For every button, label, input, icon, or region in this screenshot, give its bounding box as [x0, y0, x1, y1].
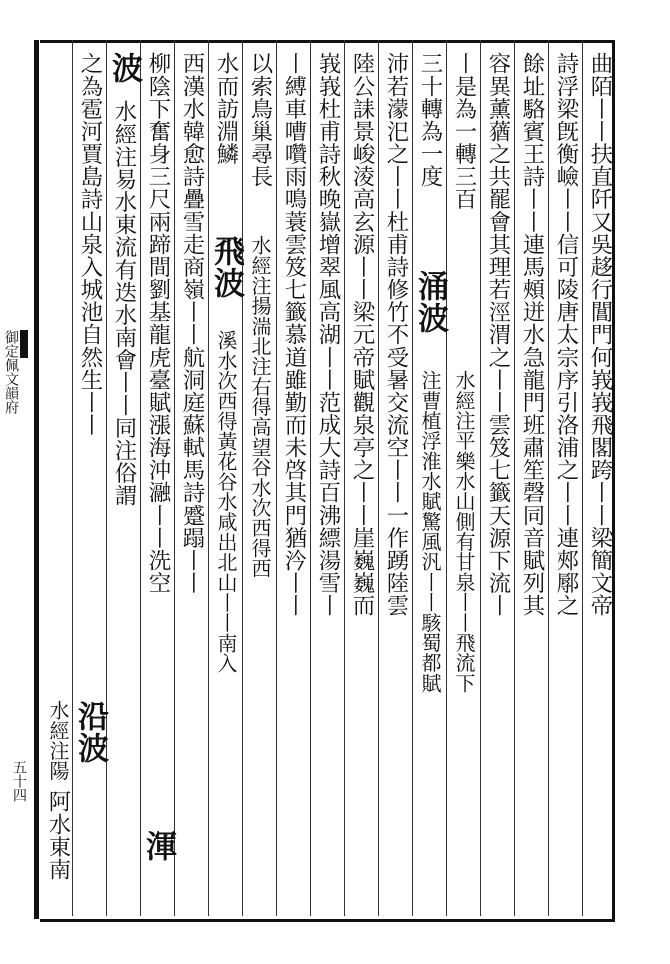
column-rule [72, 40, 73, 916]
folio-label [3, 330, 28, 414]
entry-column [416, 370, 444, 693]
column-rule [446, 40, 447, 916]
column-text: 之為雹河賈島詩山泉入城池自然生丨丨 [77, 52, 103, 436]
book-title: 御定佩文韻府 [3, 330, 19, 414]
column-text: 餘址駱賓王詩丨丨連馬頰迸水急龍門班肅笙磬同音賦列其 [519, 52, 545, 617]
column-rule [276, 40, 277, 916]
column-text: 曲陌丨丨扶直阡又吳趍行閶門何峩峩飛閣跨丨丨梁簡文帝 [587, 52, 613, 617]
entry-column [450, 370, 478, 693]
entry-column [140, 830, 176, 862]
column-text: 陸公誄景峻淩高玄源丨丨梁元帝賦觀泉亭之丨丨崖巍巍而 [349, 52, 375, 617]
entry-column [208, 235, 244, 299]
text-column [280, 52, 308, 617]
left-margin [0, 40, 40, 919]
column-text: 沛若濛汜之丨丨杜甫詩修竹不受暑交流空丨丨一作踴陸雲 [383, 52, 409, 617]
column-rule [548, 40, 549, 916]
column-text: 西漢水韓愈詩疊雪走商嶺丨丨航洞庭蘇軾馬詩蹙蹋丨丨 [179, 52, 205, 594]
entry-text: 溪水次西得黃花谷水咸出北山丨丨南入 [214, 330, 238, 674]
column-rule [106, 40, 107, 916]
entry-headword: 波 [106, 52, 142, 84]
entry-text: 水經注平樂水山側有甘泉丨丨飛流下 [452, 370, 476, 693]
column-rule [174, 40, 175, 916]
column-rule [412, 40, 413, 916]
entry-column [412, 270, 448, 334]
column-rule [140, 40, 141, 916]
column-rule [208, 40, 209, 916]
column-rule [344, 40, 345, 916]
entry-headword: 沿波 [72, 700, 108, 764]
text-column [552, 52, 580, 617]
entry-text: 水經注陽 [46, 700, 70, 781]
margin-rule [34, 40, 39, 919]
entry-column [110, 100, 138, 506]
folio-band [20, 330, 28, 358]
entry-headword: 渾 [140, 830, 176, 862]
text-column [348, 52, 376, 617]
text-column [416, 52, 444, 187]
text-column [44, 790, 72, 880]
column-rule [480, 40, 481, 916]
entry-text: 水經注易水東流有迭水南會丨丨同注俗謂 [111, 100, 137, 507]
text-column [212, 52, 240, 165]
text-column [586, 52, 614, 617]
column-text: 峩峩杜甫詩秋晚嶽增翠風高湖丨丨范成大詩百沸縹湯雪丨 [315, 52, 341, 617]
column-text: 容異薰蕕之共罷會其理若涇渭之丨丨雲笈七籤天源下流丨 [485, 52, 511, 617]
column-text: 丨縛車嘈囋雨鳴蓑雲笈七籤慕道雖勤而未啓其門猶汵丨丨 [281, 52, 307, 617]
text-column [246, 52, 274, 187]
entry-column [246, 235, 274, 578]
entry-headword: 飛波 [208, 235, 244, 299]
column-rule [514, 40, 515, 916]
column-rule [378, 40, 379, 916]
text-column [484, 52, 512, 617]
column-rule [582, 40, 583, 916]
entry-text: 注曹植浮淮水賦驚風汎丨丨駭蜀都賦 [418, 370, 442, 693]
entry-column [106, 52, 142, 84]
text-column [382, 52, 410, 617]
column-text: 阿水東南 [45, 790, 71, 881]
column-text: 以索鳥巢尋長 [247, 52, 273, 188]
entry-headword: 涌波 [412, 270, 448, 334]
text-column [144, 52, 172, 594]
column-text: 丨是為一轉三百 [451, 52, 477, 211]
page-number: 五十四 [11, 760, 27, 802]
entry-text: 水經注揚湍北注右得高望谷水次西得西 [248, 235, 272, 579]
text-column [76, 52, 104, 436]
column-text: 柳陰下奮身三尺兩蹄間劉基龍虎臺賦漲海沖瀜丨丨洗空 [145, 52, 171, 594]
entry-column [72, 700, 108, 764]
column-text: 三十轉為一度 [417, 52, 443, 188]
column-rule [242, 40, 243, 916]
text-column [518, 52, 546, 617]
text-column [178, 52, 206, 594]
entry-column [212, 330, 240, 673]
text-column [450, 52, 478, 210]
entry-column [44, 700, 72, 781]
text-column [314, 52, 342, 617]
column-rule [310, 40, 311, 916]
column-text: 詩浮梁旣衡嶮丨丨信可陵唐太宗序引洛浦之丨丨連郟鄏之 [553, 52, 579, 617]
column-text: 水而訪淵鱗 [213, 52, 239, 165]
